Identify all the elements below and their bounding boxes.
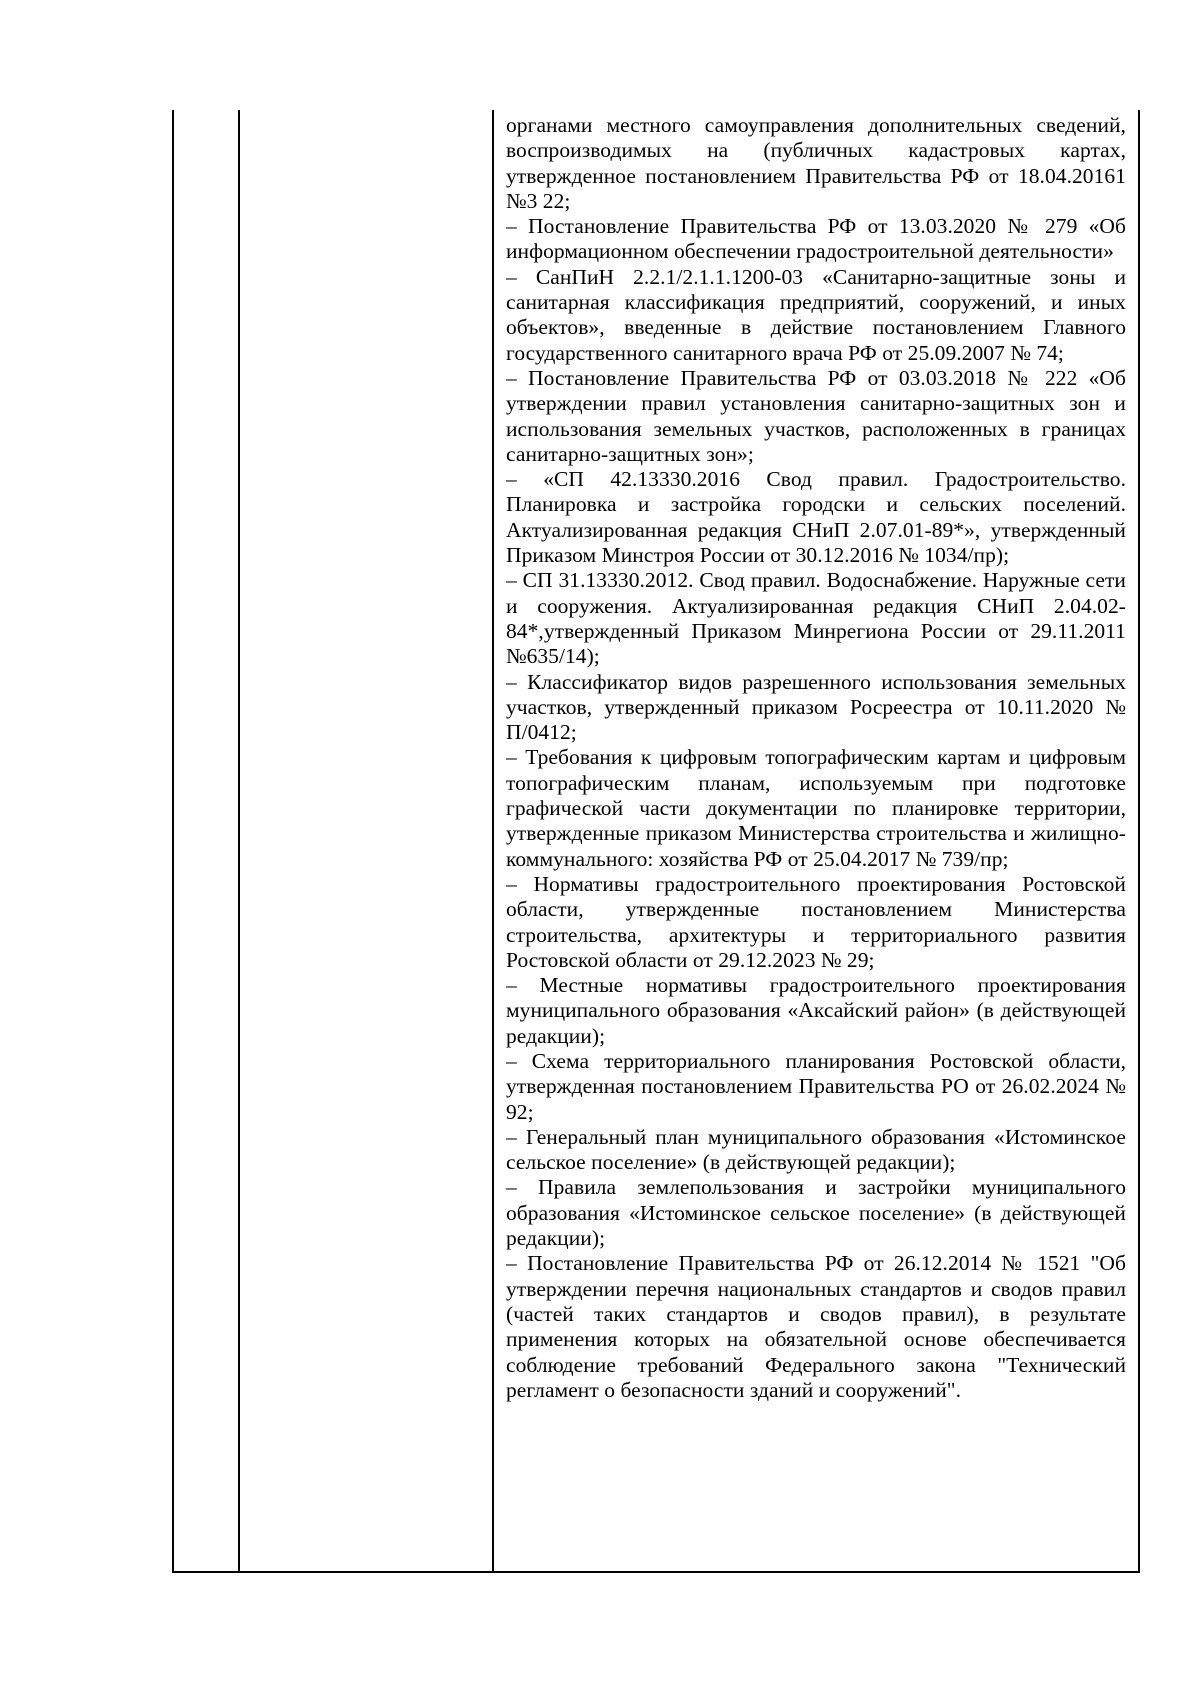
paragraph: – Нормативы градостроительного проектирования Ростовской области, утвержденные постановлением Министерства строительства, архитектуры и территориального развития Ростовской области от 29.12.2023 № 29; (506, 871, 1126, 972)
paragraph: – Схема территориального планирования Ростовской области, утвержденная постановлением Правительства РО от 26.02.2024 № 92; (506, 1048, 1126, 1124)
paragraph: – Требования к цифровым топографическим картам и цифровым топографическим планам, используемым при подготовке графической части документации по планировке территории, утвержденные приказом Министерства строительства и жилищно-коммунального: хозяйства РФ от 25.04.2017 № 739/пр; (506, 745, 1126, 871)
paragraph: – Местные нормативы градостроительного проектирования муниципального образования «Аксайский район» (в действующей редакции); (506, 973, 1126, 1048)
paragraph: – Генеральный план муниципального образования «Истоминское сельское поселение» (в действующей редакции); (506, 1124, 1126, 1175)
paragraph: органами местного самоуправления дополнительных сведений, воспроизводимых на (публичных кадастровых картах, утвержденное постановлением Правительства РФ от 18.04.20161 №3 22; (506, 113, 1126, 213)
column-divider-2 (492, 110, 494, 1571)
paragraph: – Постановление Правительства РФ от 26.12.2014 № 1521 "Об утверждении перечня национальных стандартов и сводов правил (частей таких стандартов и сводов правил), в результате применения которых на обязательной основе обеспечивается соблюдение требований Федерального закона "Технический регламент о безопасности зданий и сооружений". (506, 1251, 1126, 1402)
paragraph: – Постановление Правительства РФ от 03.03.2018 № 222 «Об утверждении правил установления санитарно-защитных зон и использования земельных участков, расположенных в границах санитарно-защитных зон»; (506, 365, 1126, 466)
paragraph: – «СП 42.13330.2016 Свод правил. Градостроительство. Планировка и застройка городски и сельских поселений. Актуализированная редакция СНиП 2.07.01-89*», утвержденный Приказом Минстроя России от 30.12.2016 № 1034/пр); (506, 467, 1126, 568)
paragraph: – Постановление Правительства РФ от 13.03.2020 № 279 «Об информационном обеспечении градостроительной деятельности» (506, 214, 1126, 264)
paragraph: – Классификатор видов разрешенного использования земельных участков, утвержденный приказом Росреестра от 10.11.2020 № П/0412; (506, 669, 1126, 745)
paragraph: – СанПиН 2.2.1/2.1.1.1200-03 «Санитарно-защитные зоны и санитарная классификация предприятий, сооружений, и иных объектов», введенные в действие постановлением Главного государственного санитарного врача РФ от 25.09.2007 № 74; (506, 264, 1126, 365)
paragraph: – СП 31.13330.2012. Свод правил. Водоснабжение. Наружные сети и сооружения. Актуализированная редакция СНиП 2.04.02-84*,утвержденный Приказом Минрегиона России от 29.11.2011 №635/14); (506, 568, 1126, 669)
column-divider-1 (238, 110, 240, 1571)
paragraph: – Правила землепользования и застройки муниципального образования «Истоминское сельское поселение» (в действующей редакции); (506, 1175, 1126, 1251)
document-table (172, 110, 1140, 1573)
regulations-cell (506, 113, 1126, 1403)
